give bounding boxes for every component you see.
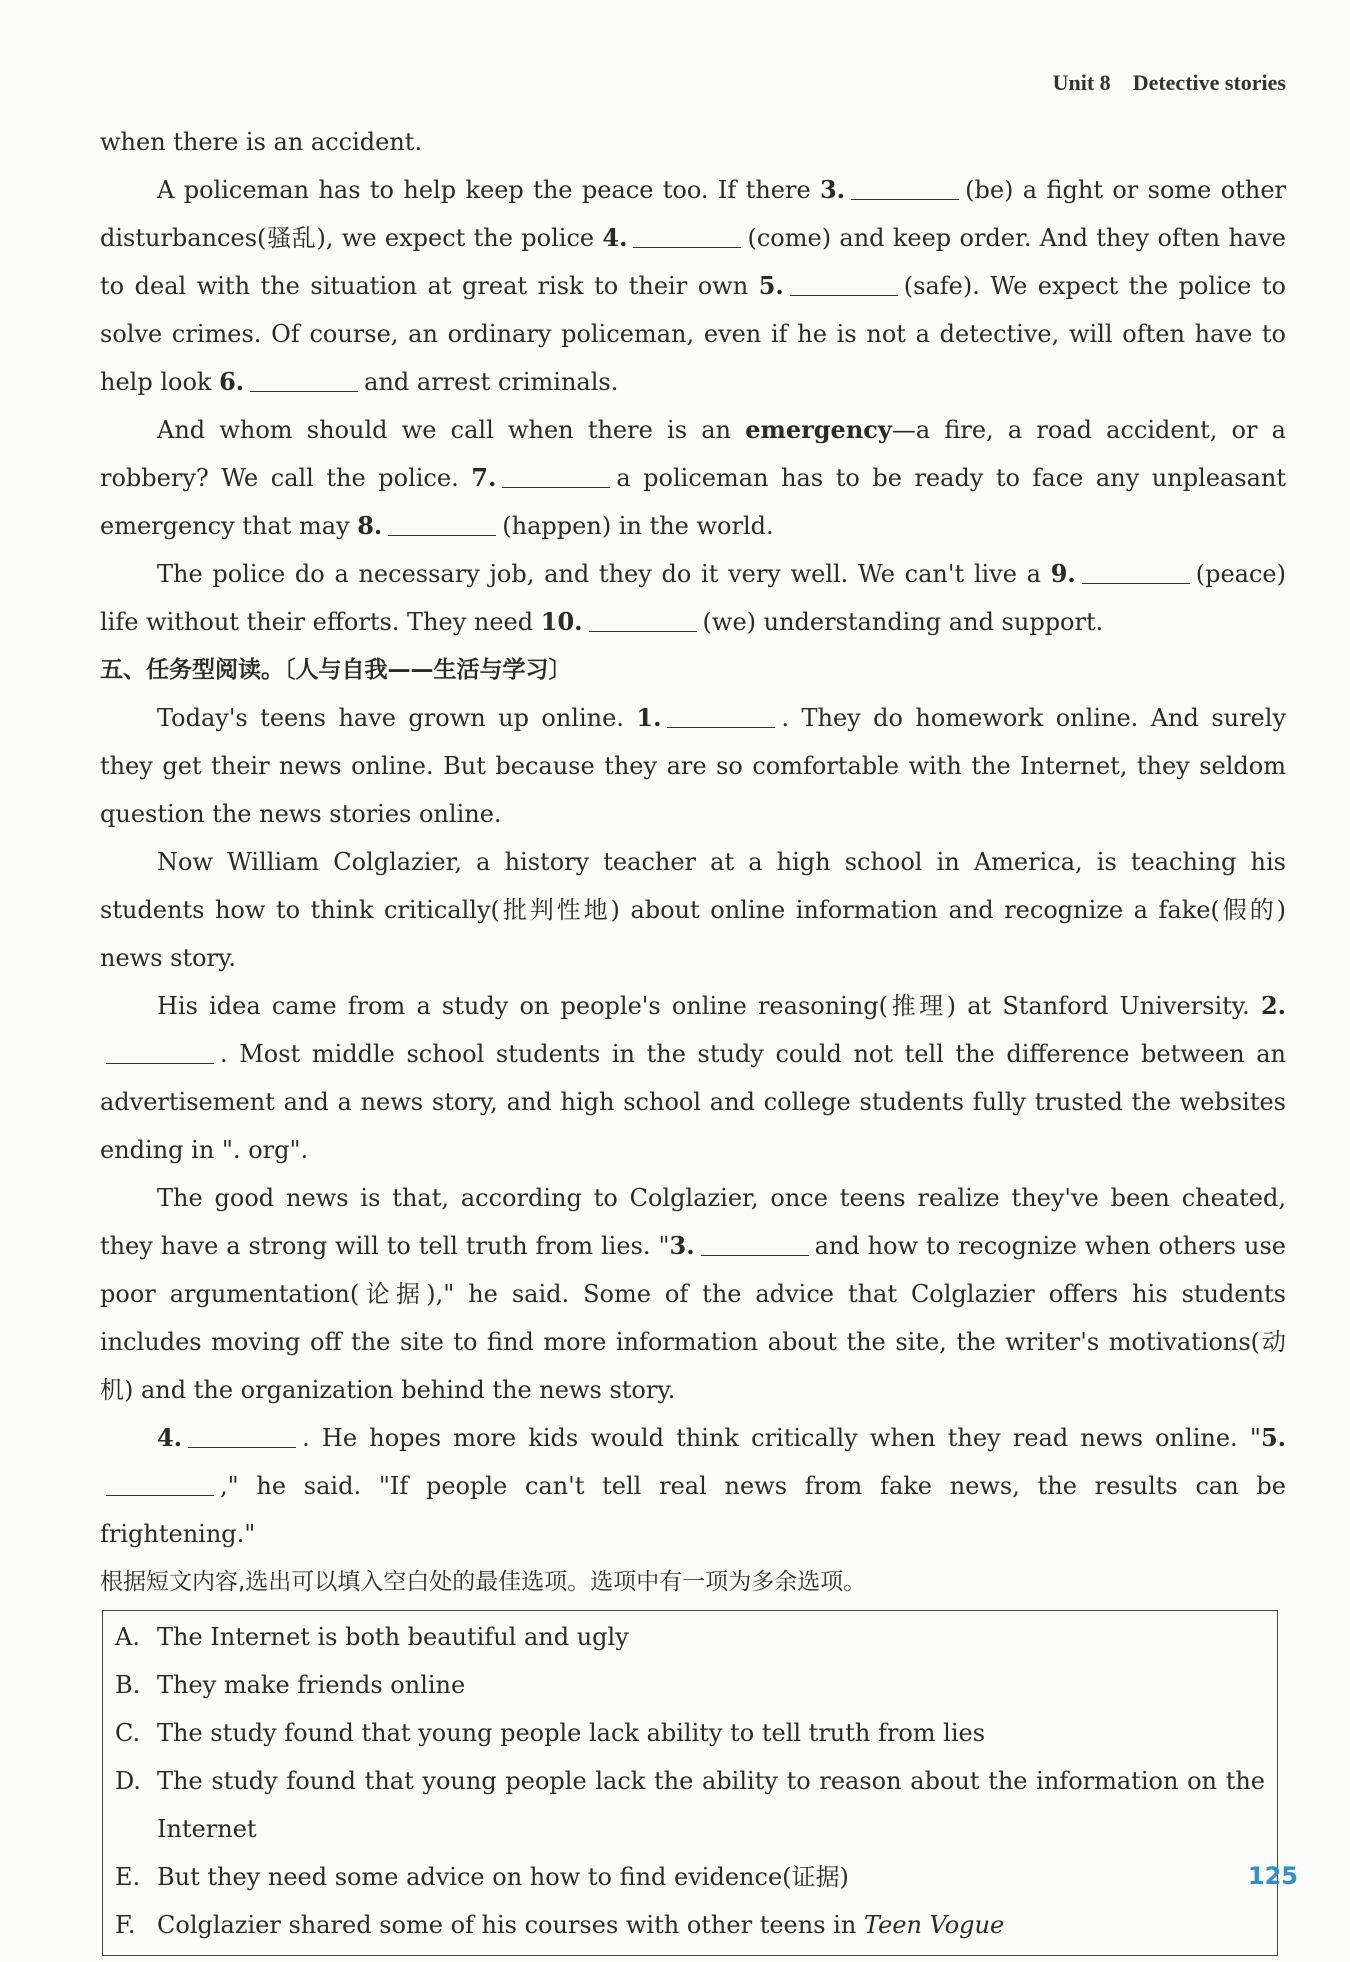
option-text: The study found that young people lack ability to tell truth from lies xyxy=(157,1719,986,1747)
text-run: Today's teens have grown up online. xyxy=(157,704,637,732)
text-run: . They do homework online. And surely they get their news online. But because they are so comfortable with the Internet, they seldom question the news stories online. xyxy=(100,704,1286,828)
answer-blank[interactable] xyxy=(1082,557,1190,584)
text-run: A policeman has to help keep the peace too. If there xyxy=(157,176,821,204)
blank-number: 8. xyxy=(357,511,383,540)
text-run: and arrest criminals. xyxy=(364,368,619,396)
paragraph xyxy=(100,166,1286,406)
text-run: (happen) in the world. xyxy=(502,512,774,540)
option-item xyxy=(115,1901,1265,1949)
page-content xyxy=(100,118,1286,1956)
blank-number: 9. xyxy=(1050,559,1076,588)
header-unit: Unit 8 xyxy=(1052,70,1111,95)
answer-blank[interactable] xyxy=(851,173,959,200)
answer-blank[interactable] xyxy=(790,269,898,296)
option-letter: D. xyxy=(115,1767,142,1795)
text-run: ," he said. "If people can't tell real news from fake news, the results can be frightening." xyxy=(100,1472,1286,1548)
paragraph: Now William Colglazier, a history teacher at a high school in America, is teaching his students how to think critically(批判性地) about online information and recognize a fake(假的) news story. xyxy=(100,848,1286,972)
paragraph xyxy=(100,406,1286,550)
answer-blank[interactable] xyxy=(188,1421,296,1448)
section-title: 五、任务型阅读。〔人与自我——生活与学习〕 xyxy=(100,657,572,683)
options-box xyxy=(102,1610,1278,1956)
paragraph xyxy=(100,1414,1286,1558)
option-item xyxy=(115,1853,1265,1901)
page-number: 125 xyxy=(1247,1862,1298,1890)
option-letter: E. xyxy=(115,1863,141,1891)
text-run: Colglazier shared some of his courses with other teens in xyxy=(157,1911,864,1939)
magazine-title: Teen Vogue xyxy=(863,1911,1005,1939)
option-item xyxy=(115,1757,1265,1853)
paragraph xyxy=(100,550,1286,646)
header-title: Detective stories xyxy=(1132,70,1286,95)
blank-number: 2. xyxy=(1260,991,1286,1020)
option-letter: F. xyxy=(115,1911,136,1939)
text-run: (we) understanding and support. xyxy=(702,608,1104,636)
blank-number: 7. xyxy=(471,463,497,492)
answer-blank[interactable] xyxy=(667,701,775,728)
text-run: His idea came from a study on people's online reasoning(推理) at Stanford University. xyxy=(157,992,1261,1020)
option-item xyxy=(115,1613,1265,1661)
paragraph xyxy=(100,982,1286,1174)
blank-number: 4. xyxy=(602,223,628,252)
blank-number: 3. xyxy=(669,1231,695,1260)
answer-blank[interactable] xyxy=(388,509,496,536)
option-text: They make friends online xyxy=(157,1671,466,1699)
text-run: . Most middle school students in the study could not tell the difference between an advertisement and a news story, and high school and college students fully trusted the websites ending in ". org". xyxy=(100,1040,1286,1164)
text-run: (safe). We expect the police to solve crimes. Of course, an ordinary policeman, even if he is not a detective, will often have to help look xyxy=(100,272,1286,396)
text-run: . He hopes more kids would think critically when they read news online. " xyxy=(302,1424,1261,1452)
text-run: And whom should we call when there is an xyxy=(157,416,746,444)
answer-blank[interactable] xyxy=(106,1037,214,1064)
option-letter: B. xyxy=(115,1671,141,1699)
option-text: The Internet is both beautiful and ugly xyxy=(157,1623,629,1651)
option-letter: A. xyxy=(115,1623,140,1651)
blank-number: 6. xyxy=(219,367,245,396)
running-header xyxy=(1053,70,1286,96)
text-run: (peace) life without their efforts. They need xyxy=(100,560,1286,636)
blank-number: 4. xyxy=(157,1423,183,1452)
option-item xyxy=(115,1661,1265,1709)
answer-blank[interactable] xyxy=(502,461,610,488)
option-text: But they need some advice on how to find evidence(证据) xyxy=(157,1863,849,1891)
text-run: (come) and keep order. And they often have to deal with the situation at great risk to their own xyxy=(100,224,1286,300)
answer-blank[interactable] xyxy=(250,365,358,392)
answer-blank[interactable] xyxy=(106,1469,214,1496)
blank-number: 5. xyxy=(758,271,784,300)
text-run: The police do a necessary job, and they do it very well. We can't live a xyxy=(157,560,1051,588)
blank-number: 3. xyxy=(820,175,846,204)
answer-blank[interactable] xyxy=(701,1229,809,1256)
blank-number: 10. xyxy=(540,607,583,636)
text-run: The good news is that, according to Colglazier, once teens realize they've been cheated, they have a strong will to tell truth from lies. " xyxy=(100,1184,1286,1260)
instruction: 根据短文内容,选出可以填入空白处的最佳选项。选项中有一项为多余选项。 xyxy=(100,1569,867,1595)
paragraph xyxy=(100,694,1286,838)
text-run: and how to recognize when others use poor argumentation(论据)," he said. Some of the advice that Colglazier offers his students includes moving off the site to find more information about the site, the writer's motivations(动机) and the organization behind the news story. xyxy=(100,1232,1286,1404)
paragraph xyxy=(100,1174,1286,1414)
blank-number: 1. xyxy=(636,703,662,732)
bold-term: emergency xyxy=(745,415,892,444)
option-letter: C. xyxy=(115,1719,141,1747)
blank-number: 5. xyxy=(1260,1423,1286,1452)
option-text xyxy=(157,1901,1265,1949)
text-run: a policeman has to be ready to face any unpleasant emergency that may xyxy=(100,464,1286,540)
text-run: —a fire, a road accident, or a robbery? We call the police. xyxy=(100,416,1286,492)
answer-blank[interactable] xyxy=(589,605,697,632)
answer-blank[interactable] xyxy=(633,221,741,248)
option-item xyxy=(115,1709,1265,1757)
paragraph: when there is an accident. xyxy=(100,128,423,156)
option-text: The study found that young people lack the ability to reason about the information on the Internet xyxy=(157,1767,1265,1843)
text-run: (be) a fight or some other disturbances(骚乱), we expect the police xyxy=(100,176,1287,252)
